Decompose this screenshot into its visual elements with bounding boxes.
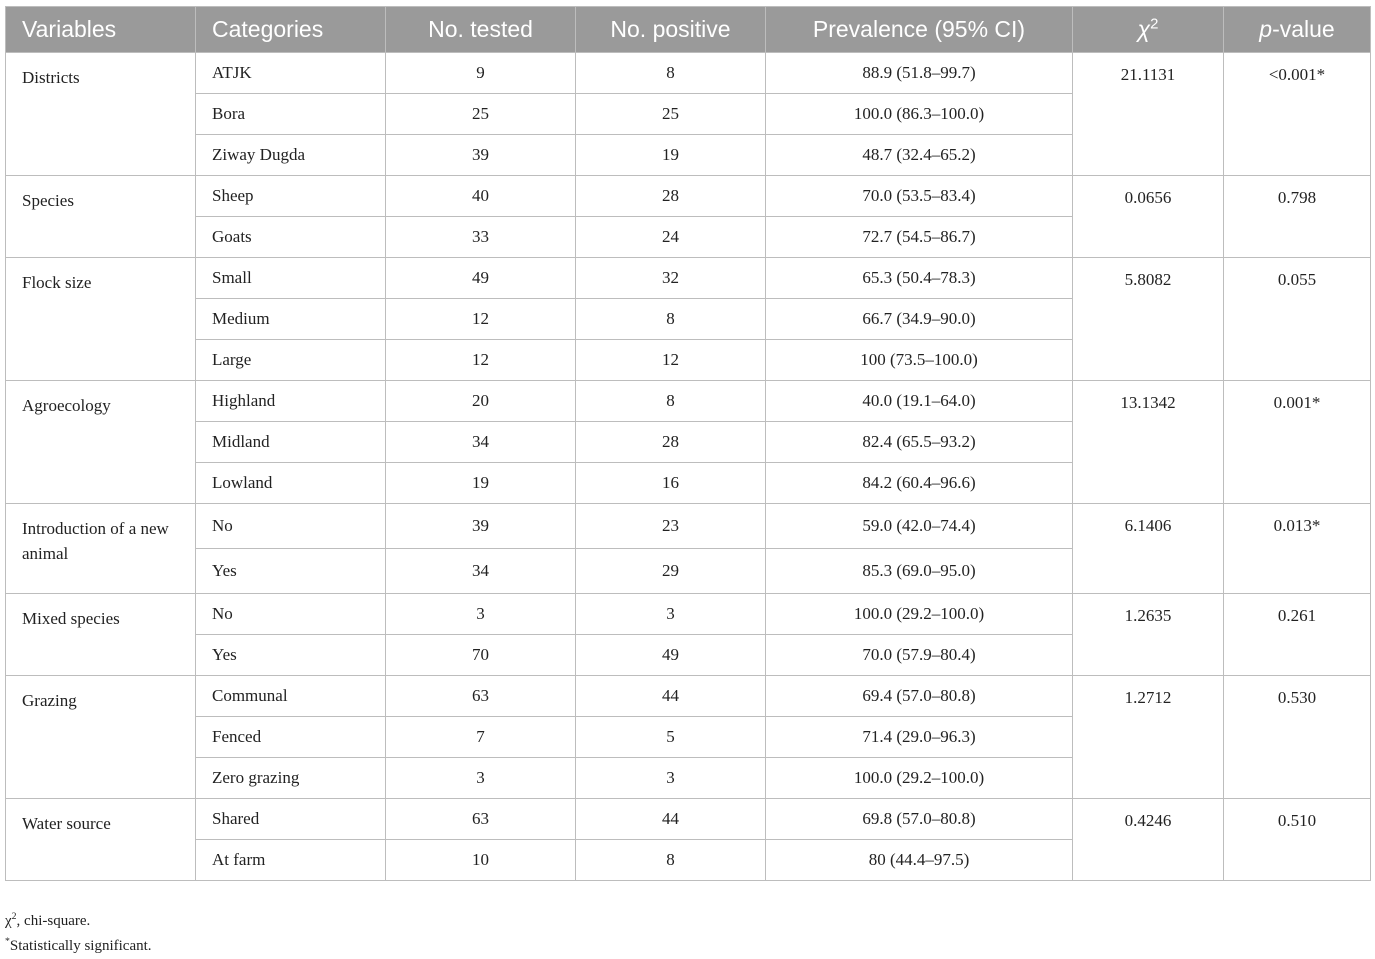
tested-cell: 3 xyxy=(386,594,576,635)
category-cell: Goats xyxy=(196,217,386,258)
table-row xyxy=(6,381,1371,422)
variable-cell: Agroecology xyxy=(6,381,196,504)
prevalence-cell: 82.4 (65.5–93.2) xyxy=(766,422,1073,463)
positive-cell: 3 xyxy=(576,758,766,799)
tested-cell: 33 xyxy=(386,217,576,258)
prevalence-cell: 71.4 (29.0–96.3) xyxy=(766,717,1073,758)
prevalence-cell: 72.7 (54.5–86.7) xyxy=(766,217,1073,258)
variable-cell: Grazing xyxy=(6,676,196,799)
header-prevalence: Prevalence (95% CI) xyxy=(766,7,1073,53)
prevalence-cell: 69.8 (57.0–80.8) xyxy=(766,799,1073,840)
category-cell: Yes xyxy=(196,635,386,676)
positive-cell: 49 xyxy=(576,635,766,676)
table-row xyxy=(6,676,1371,717)
p-rest: -value xyxy=(1272,16,1335,42)
prevalence-cell: 100 (73.5–100.0) xyxy=(766,340,1073,381)
chi-square-cell: 0.4246 xyxy=(1073,799,1224,881)
header-positive: No. positive xyxy=(576,7,766,53)
positive-cell: 28 xyxy=(576,176,766,217)
header-chi-square xyxy=(1073,7,1224,53)
prevalence-cell: 88.9 (51.8–99.7) xyxy=(766,53,1073,94)
positive-cell: 24 xyxy=(576,217,766,258)
prevalence-cell: 40.0 (19.1–64.0) xyxy=(766,381,1073,422)
category-cell: At farm xyxy=(196,840,386,881)
footnote-significance-text: Statistically significant. xyxy=(9,938,152,954)
variable-cell: Water source xyxy=(6,799,196,881)
variable-cell: Introduction of a new animal xyxy=(6,504,196,594)
category-cell: Highland xyxy=(196,381,386,422)
variable-cell: Districts xyxy=(6,53,196,176)
positive-cell: 8 xyxy=(576,381,766,422)
prevalence-table xyxy=(5,6,1371,881)
category-cell: Ziway Dugda xyxy=(196,135,386,176)
prevalence-table-container xyxy=(5,6,1370,881)
tested-cell: 40 xyxy=(386,176,576,217)
category-cell: Fenced xyxy=(196,717,386,758)
category-cell: Sheep xyxy=(196,176,386,217)
tested-cell: 25 xyxy=(386,94,576,135)
chi-square-cell: 13.1342 xyxy=(1073,381,1224,504)
footnote-chi-symbol: χ xyxy=(5,913,12,929)
header-tested: No. tested xyxy=(386,7,576,53)
p-value-cell: 0.530 xyxy=(1224,676,1371,799)
tested-cell: 10 xyxy=(386,840,576,881)
category-cell: Bora xyxy=(196,94,386,135)
prevalence-cell: 48.7 (32.4–65.2) xyxy=(766,135,1073,176)
positive-cell: 8 xyxy=(576,53,766,94)
category-cell: No xyxy=(196,594,386,635)
positive-cell: 3 xyxy=(576,594,766,635)
tested-cell: 39 xyxy=(386,135,576,176)
tested-cell: 34 xyxy=(386,549,576,594)
footnote-chi-text: , chi-square. xyxy=(16,913,91,929)
tested-cell: 39 xyxy=(386,504,576,549)
table-row xyxy=(6,53,1371,94)
tested-cell: 12 xyxy=(386,340,576,381)
positive-cell: 28 xyxy=(576,422,766,463)
tested-cell: 34 xyxy=(386,422,576,463)
footnote-significance xyxy=(5,934,152,959)
positive-cell: 8 xyxy=(576,299,766,340)
chi-square-cell: 6.1406 xyxy=(1073,504,1224,594)
positive-cell: 32 xyxy=(576,258,766,299)
prevalence-cell: 85.3 (69.0–95.0) xyxy=(766,549,1073,594)
table-row xyxy=(6,799,1371,840)
positive-cell: 29 xyxy=(576,549,766,594)
category-cell: Lowland xyxy=(196,463,386,504)
chi-square-cell: 1.2712 xyxy=(1073,676,1224,799)
tested-cell: 19 xyxy=(386,463,576,504)
chi-square-cell: 1.2635 xyxy=(1073,594,1224,676)
p-value-cell: 0.261 xyxy=(1224,594,1371,676)
prevalence-cell: 59.0 (42.0–74.4) xyxy=(766,504,1073,549)
positive-cell: 16 xyxy=(576,463,766,504)
category-cell: No xyxy=(196,504,386,549)
positive-cell: 8 xyxy=(576,840,766,881)
category-cell: ATJK xyxy=(196,53,386,94)
chi-square-cell: 5.8082 xyxy=(1073,258,1224,381)
table-row xyxy=(6,258,1371,299)
variable-cell: Species xyxy=(6,176,196,258)
variable-cell: Flock size xyxy=(6,258,196,381)
positive-cell: 5 xyxy=(576,717,766,758)
category-cell: Zero grazing xyxy=(196,758,386,799)
p-value-cell: 0.798 xyxy=(1224,176,1371,258)
table-body xyxy=(6,53,1371,881)
positive-cell: 44 xyxy=(576,676,766,717)
positive-cell: 44 xyxy=(576,799,766,840)
prevalence-cell: 80 (44.4–97.5) xyxy=(766,840,1073,881)
header-variables: Variables xyxy=(6,7,196,53)
prevalence-cell: 70.0 (53.5–83.4) xyxy=(766,176,1073,217)
chi-symbol: χ xyxy=(1137,16,1151,42)
chi-square-cell: 0.0656 xyxy=(1073,176,1224,258)
prevalence-cell: 100.0 (29.2–100.0) xyxy=(766,594,1073,635)
positive-cell: 19 xyxy=(576,135,766,176)
category-cell: Large xyxy=(196,340,386,381)
prevalence-cell: 66.7 (34.9–90.0) xyxy=(766,299,1073,340)
prevalence-cell: 65.3 (50.4–78.3) xyxy=(766,258,1073,299)
prevalence-cell: 100.0 (29.2–100.0) xyxy=(766,758,1073,799)
tested-cell: 7 xyxy=(386,717,576,758)
category-cell: Small xyxy=(196,258,386,299)
category-cell: Medium xyxy=(196,299,386,340)
p-value-cell: 0.013* xyxy=(1224,504,1371,594)
tested-cell: 63 xyxy=(386,676,576,717)
p-value-cell: 0.510 xyxy=(1224,799,1371,881)
footnote-chi-square xyxy=(5,909,152,934)
category-cell: Yes xyxy=(196,549,386,594)
p-value-cell: 0.055 xyxy=(1224,258,1371,381)
tested-cell: 9 xyxy=(386,53,576,94)
tested-cell: 12 xyxy=(386,299,576,340)
tested-cell: 3 xyxy=(386,758,576,799)
prevalence-cell: 70.0 (57.9–80.4) xyxy=(766,635,1073,676)
category-cell: Midland xyxy=(196,422,386,463)
tested-cell: 49 xyxy=(386,258,576,299)
chi-superscript: 2 xyxy=(1150,15,1159,33)
chi-square-cell: 21.1131 xyxy=(1073,53,1224,176)
prevalence-cell: 69.4 (57.0–80.8) xyxy=(766,676,1073,717)
positive-cell: 23 xyxy=(576,504,766,549)
table-footnotes xyxy=(5,909,152,959)
tested-cell: 63 xyxy=(386,799,576,840)
variable-cell: Mixed species xyxy=(6,594,196,676)
table-row xyxy=(6,176,1371,217)
tested-cell: 20 xyxy=(386,381,576,422)
header-p-value xyxy=(1224,7,1371,53)
prevalence-cell: 100.0 (86.3–100.0) xyxy=(766,94,1073,135)
table-row xyxy=(6,504,1371,549)
positive-cell: 12 xyxy=(576,340,766,381)
tested-cell: 70 xyxy=(386,635,576,676)
p-italic: p xyxy=(1259,16,1273,42)
prevalence-cell: 84.2 (60.4–96.6) xyxy=(766,463,1073,504)
positive-cell: 25 xyxy=(576,94,766,135)
category-cell: Shared xyxy=(196,799,386,840)
footnote-asterisk: * xyxy=(5,936,10,947)
category-cell: Communal xyxy=(196,676,386,717)
header-categories: Categories xyxy=(196,7,386,53)
footnote-chi-superscript: 2 xyxy=(11,911,17,922)
header-row xyxy=(6,7,1371,53)
p-value-cell: 0.001* xyxy=(1224,381,1371,504)
table-row xyxy=(6,594,1371,635)
p-value-cell: <0.001* xyxy=(1224,53,1371,176)
